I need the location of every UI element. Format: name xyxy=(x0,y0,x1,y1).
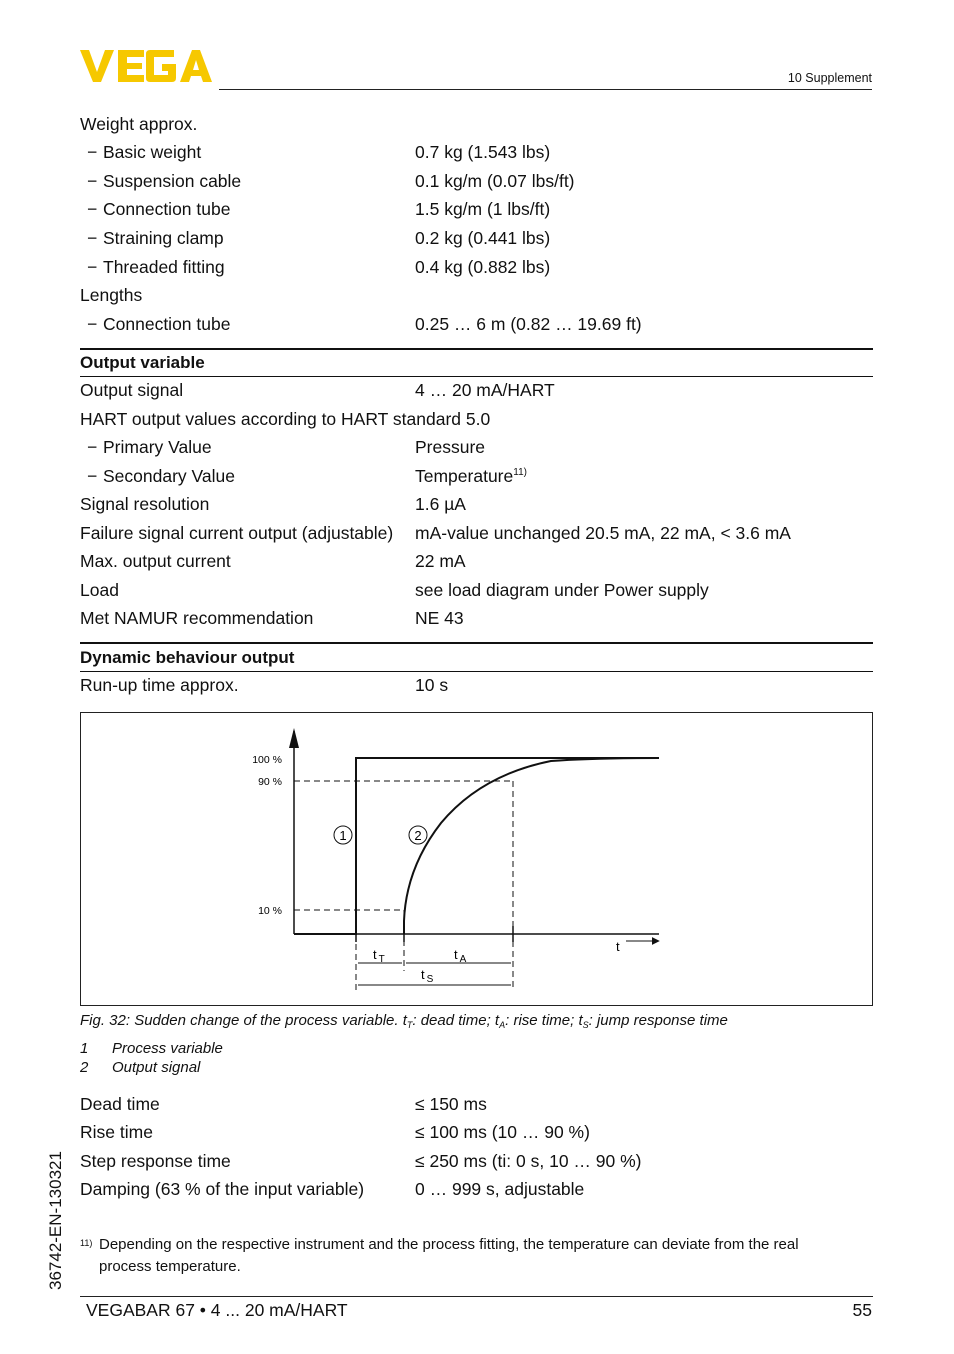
figure-frame xyxy=(80,712,873,1006)
spec-value: ≤ 250 ms (ti: 0 s, 10 … 90 %) xyxy=(415,1151,642,1171)
spec-row xyxy=(80,435,873,459)
spec-label: Failure signal current output (adjustable) xyxy=(80,523,394,543)
spec-label: − Straining clamp xyxy=(87,226,224,250)
legend-item: 1 Process variable xyxy=(80,1040,223,1057)
spec-row xyxy=(80,578,873,602)
spec-row xyxy=(80,226,873,250)
spec-label: − Threaded fitting xyxy=(87,255,225,279)
footer-divider xyxy=(80,1296,873,1297)
weight-title-row xyxy=(80,112,873,136)
spec-value: NE 43 xyxy=(415,608,464,628)
footnote-ref: 11) xyxy=(513,467,527,478)
spec-row xyxy=(80,312,873,336)
y-label-90: 90 % xyxy=(258,776,282,788)
spec-label: − Secondary Value xyxy=(87,464,235,488)
spec-value: 0 … 999 s, adjustable xyxy=(415,1179,585,1199)
spec-row xyxy=(80,197,873,221)
y-label-100: 100 % xyxy=(252,754,282,766)
spec-label: − Connection tube xyxy=(87,197,230,221)
footnote xyxy=(80,1234,850,1278)
weight-title: Weight approx. xyxy=(80,114,198,134)
vega-logo xyxy=(80,48,212,84)
spec-value: 4 … 20 mA/HART xyxy=(415,380,555,400)
step-response-diagram xyxy=(81,713,872,1005)
footer-product: VEGABAR 67 • 4 ... 20 mA/HART xyxy=(86,1300,348,1320)
spec-value: 0.1 kg/m (0.07 lbs/ft) xyxy=(415,171,575,191)
spec-value: 1.6 µA xyxy=(415,494,466,514)
tT-label: t $_T$ xyxy=(373,947,385,965)
spec-row xyxy=(80,169,873,193)
spec-row xyxy=(80,1120,873,1144)
spec-value xyxy=(415,464,527,488)
spec-label: − Primary Value xyxy=(87,435,212,459)
spec-row xyxy=(80,492,873,516)
spec-value: ≤ 150 ms xyxy=(415,1094,487,1114)
spec-value-text: Temperature xyxy=(415,466,514,486)
spec-value: Pressure xyxy=(415,437,486,457)
spec-row xyxy=(80,606,873,630)
section-rule xyxy=(80,348,873,350)
spec-label: Load xyxy=(80,580,119,600)
spec-row xyxy=(80,1177,873,1201)
header-divider xyxy=(219,89,872,90)
spec-row xyxy=(80,378,873,402)
footnote-text: Depending on the respective instrument and the process fitting, the temperature can deviate from the real process temperature. xyxy=(99,1236,799,1275)
spec-label: Run-up time approx. xyxy=(80,675,239,695)
spec-value: 0.2 kg (0.441 lbs) xyxy=(415,228,551,248)
spec-label: Signal resolution xyxy=(80,494,210,514)
spec-label: Rise time xyxy=(80,1122,153,1142)
spec-row xyxy=(80,1092,873,1116)
spec-label: − Suspension cable xyxy=(87,169,241,193)
process-variable-curve xyxy=(294,758,659,934)
marker-2-text: 2 xyxy=(414,828,422,843)
spec-row xyxy=(80,549,873,573)
spec-row xyxy=(80,464,873,488)
section-rule xyxy=(80,671,873,672)
figure-caption: Fig. 32: Sudden change of the process variable. $t_T$: dead time; $t_A$: rise time; $t_S$: jump response time xyxy=(80,1012,728,1030)
spec-value: ≤ 100 ms (10 … 90 %) xyxy=(415,1122,590,1142)
document-code: 36742-EN-130321 xyxy=(46,1151,65,1290)
page-number: 55 xyxy=(852,1300,872,1320)
spec-label: Output signal xyxy=(80,380,184,400)
spec-label: Damping (63 % of the input variable) xyxy=(80,1179,365,1199)
y-label-10: 10 % xyxy=(258,905,282,917)
spec-label: Dead time xyxy=(80,1094,160,1114)
spec-value: 10 s xyxy=(415,675,449,695)
spec-row xyxy=(80,1149,873,1173)
spec-row xyxy=(80,521,873,545)
output-section-title: Output variable xyxy=(80,353,205,372)
section-label: 10 Supplement xyxy=(787,71,872,85)
footnote-mark: 11) xyxy=(80,1238,93,1248)
spec-value: 0.4 kg (0.882 lbs) xyxy=(415,257,551,277)
section-rule xyxy=(80,642,873,644)
spec-label: Max. output current xyxy=(80,551,231,571)
spec-label: − Basic weight xyxy=(87,140,201,164)
lengths-title: Lengths xyxy=(80,285,143,305)
output-signal-curve xyxy=(404,758,659,934)
spec-value: mA-value unchanged 20.5 mA, 22 mA, < 3.6 mA xyxy=(415,523,791,543)
spec-row xyxy=(80,140,873,164)
y-axis-arrow xyxy=(289,728,299,748)
spec-value: 1.5 kg/m (1 lbs/ft) xyxy=(415,199,551,219)
spec-value: see load diagram under Power supply xyxy=(415,580,709,600)
dynamic-section-title: Dynamic behaviour output xyxy=(80,648,295,667)
spec-row xyxy=(80,255,873,279)
spec-label: Step response time xyxy=(80,1151,231,1171)
marker-1-text: 1 xyxy=(339,828,347,843)
spec-label: − Connection tube xyxy=(87,312,230,336)
hart-label: HART output values according to HART standard 5.0 xyxy=(80,409,491,429)
tA-label: t $_A$ xyxy=(454,947,467,965)
spec-label: Met NAMUR recommendation xyxy=(80,608,314,628)
spec-value: 22 mA xyxy=(415,551,466,571)
lengths-title-row xyxy=(80,283,873,307)
tS-label: t $_S$ xyxy=(421,967,434,985)
spec-value: 0.7 kg (1.543 lbs) xyxy=(415,142,551,162)
t-label: t xyxy=(616,939,620,954)
legend-item: 2 Output signal xyxy=(80,1059,201,1076)
spec-row xyxy=(80,673,873,697)
section-rule xyxy=(80,376,873,377)
spec-value: 0.25 … 6 m (0.82 … 19.69 ft) xyxy=(415,314,642,334)
spec-row xyxy=(80,407,873,431)
